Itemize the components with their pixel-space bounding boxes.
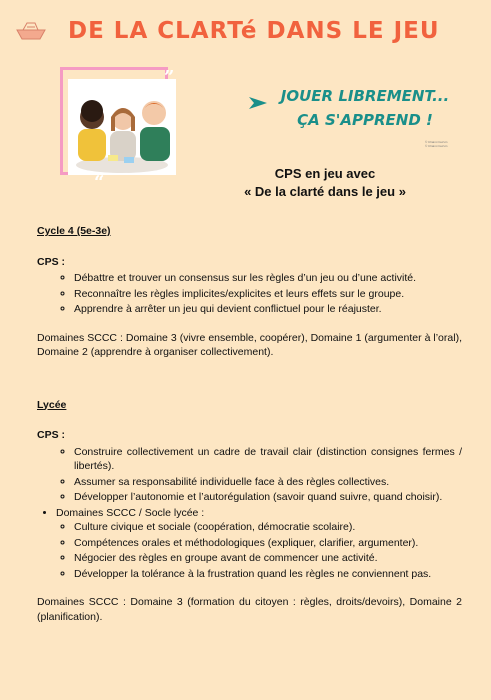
copyright-line: © Chaimi Cezvin <box>425 144 448 148</box>
lycee-socle-label: Domaines SCCC / Socle lycée : <box>56 506 205 519</box>
list-item: ◦ Développer la tolérance à la frustration quand les règles ne conviennent pas. <box>74 567 462 582</box>
cycle4-heading: Cycle 4 (5e-3e) <box>37 225 111 237</box>
slogan <box>270 84 460 132</box>
list-item: ◦ Compétences orales et méthodologiques (expliquer, clarifier, argumenter). <box>74 536 462 551</box>
main-content <box>37 224 462 624</box>
copyright-line: © Chaimi Cezvin <box>425 140 448 144</box>
slogan-line-1: JOUER LIBREMENT... <box>280 87 450 105</box>
subtitle <box>205 165 445 201</box>
lycee-socle-sublist <box>56 520 462 581</box>
lycee-heading: Lycée <box>37 398 67 411</box>
list-item: ◦ Reconnaître les règles implicites/explicites et leurs effets sur le groupe. <box>74 287 462 302</box>
list-item: ◦ Construire collectivement un cadre de travail clair (distinction consignes fermes / libertés). <box>74 445 462 474</box>
subtitle-line-1: CPS en jeu avec <box>274 166 376 181</box>
boat-logo-icon <box>14 20 48 42</box>
subtitle-line-2: « De la clarté dans le jeu » <box>244 184 406 199</box>
lycee-cps-list <box>37 445 462 505</box>
list-item <box>56 506 462 582</box>
children-photo-frame <box>60 67 180 189</box>
list-item: ◦ Apprendre à arrêter un jeu qui devient conflictuel pour le réajuster. <box>74 302 462 317</box>
list-item: ◦ Assumer sa responsabilité individuelle face à des règles collectives. <box>74 475 462 490</box>
slogan-line-2: ÇA S'APPREND ! <box>297 111 433 129</box>
cycle4-domaines: Domaines SCCC : Domaine 3 (vivre ensemble, coopérer), Domaine 1 (argumenter à l’oral), Domaine 2 (apprendre à organiser collectivement). <box>37 331 462 358</box>
cycle4-cps-list <box>37 271 462 317</box>
list-item: ◦ Négocier des règles en groupe avant de commencer une activité. <box>74 551 462 566</box>
lycee-socle-list <box>37 506 462 582</box>
children-playing-photo <box>68 79 176 175</box>
list-item: ◦ Culture civique et sociale (coopération, démocratie scolaire). <box>74 520 462 535</box>
arrow-right-icon <box>248 96 268 110</box>
list-item: ◦ Développer l’autonomie et l’autorégulation (savoir quand suivre, quand choisir). <box>74 490 462 505</box>
list-item: ◦ Débattre et trouver un consensus sur les règles d’un jeu ou d’une activité. <box>74 271 462 286</box>
page-title: DE LA CLARTé DANS LE JEU <box>68 18 440 44</box>
cycle4-cps-label: CPS : <box>37 255 66 268</box>
lycee-cps-label: CPS : <box>37 429 66 441</box>
copyright-notice <box>425 140 469 148</box>
lycee-domaines: Domaines SCCC : Domaine 3 (formation du citoyen : règles, droits/devoirs), Domaine 2 (planification). <box>37 596 462 623</box>
opening-quote-mark-icon: “ <box>94 172 105 193</box>
closing-quote-mark-icon: ” <box>164 67 175 88</box>
